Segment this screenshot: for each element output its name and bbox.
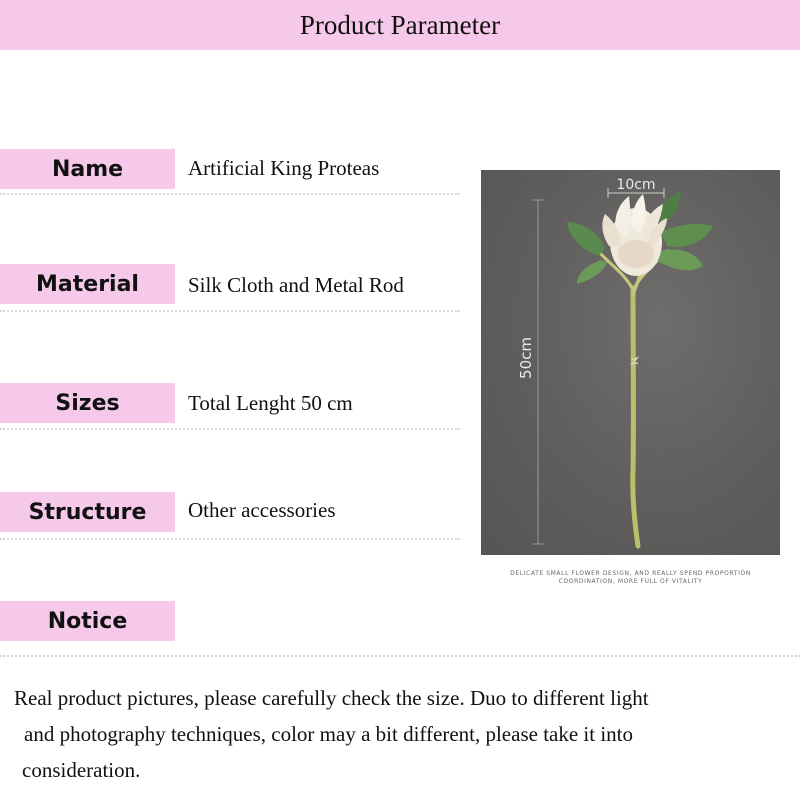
notice-text <box>14 680 784 788</box>
param-label-text: Name <box>51 156 124 182</box>
divider <box>0 538 460 540</box>
product-photo <box>481 170 780 555</box>
divider <box>0 193 460 195</box>
notice-label-text: Notice <box>47 608 128 634</box>
photo-caption-line: DELICATE SMALL FLOWER DESIGN, AND REALLY SPEND PROPORTION <box>510 570 751 577</box>
param-label-text: Material <box>36 271 139 297</box>
param-value-material: Silk Cloth and Metal Rod <box>188 273 404 297</box>
notice-line: and photography techniques, color may a bit different, please take it into <box>24 722 634 746</box>
param-label-structure <box>0 492 175 532</box>
param-label-text: Structure <box>28 499 147 525</box>
leaf <box>567 222 605 256</box>
header-bar <box>0 0 800 50</box>
notice-line: Real product pictures, please carefully check the size. Duo to different light <box>14 686 649 710</box>
divider <box>0 428 460 430</box>
height-label: 50cm <box>517 337 535 379</box>
param-value-name: Artificial King Proteas <box>188 156 380 180</box>
param-label-text: Sizes <box>55 390 120 416</box>
param-value-sizes: Total Lenght 50 cm <box>188 391 353 415</box>
param-label-sizes <box>0 383 175 423</box>
divider <box>0 310 460 312</box>
notice-line: consideration. <box>22 758 141 782</box>
width-label: 10cm <box>616 177 656 193</box>
page-title: Product Parameter <box>299 9 501 40</box>
notice-label <box>0 601 175 641</box>
leaf <box>577 260 607 284</box>
param-value-structure: Other accessories <box>188 498 336 522</box>
flower-stem <box>633 288 638 546</box>
param-label-material <box>0 264 175 304</box>
param-label-name <box>0 149 175 189</box>
photo-caption-line: COORDINATION, MORE FULL OF VITALITY <box>558 578 703 585</box>
divider <box>0 655 800 657</box>
leaf <box>661 224 713 247</box>
